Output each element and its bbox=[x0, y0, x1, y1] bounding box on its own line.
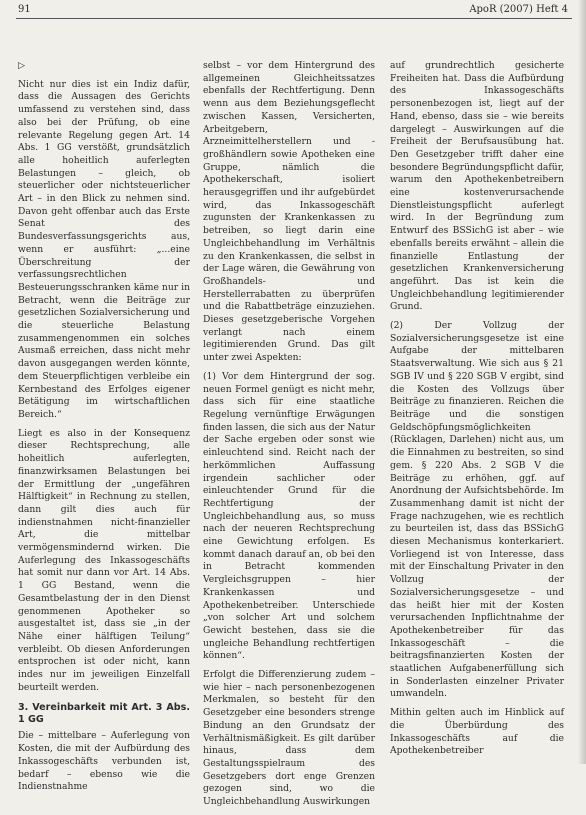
section-heading: 3. Vereinbarkeit mit Art. 3 Abs. 1 GG bbox=[18, 702, 190, 726]
text-column-3 bbox=[390, 60, 564, 764]
paragraph: Die – mittelbare – Auferlegung von Kosten, die mit der Aufbürdung des Inkassogeschäfts verbunden ist, bedarf – ebenso wie die Indienstnahme bbox=[18, 730, 190, 793]
paragraph: (1) Vor dem Hintergrund der sog. neuen Formel genügt es nicht mehr, dass sich für eine staatliche Regelung vernünftige Erwägungen finden lassen, die sich aus der Natur der Sache ergeben oder sonst wie einleuchtend sind. Reicht nach der herkömmlichen Auffassung irgendein sachlicher oder einleuchtender Grund für die Rechtfertigung der Ungleichbehandlung aus, so muss nach der neueren Rechtsprechung eine Gewichtung erfolgen. Es kommt danach darauf an, ob bei den in Betracht kommenden Vergleichsgruppen – hier Krankenkassen und Apothekenbetreiber. Unterschiede „von solcher Art und solchem Gewicht bestehen, dass sie die ungleiche Behandlung rechtfertigen können“. bbox=[203, 370, 375, 662]
running-head: ApoR (2007) Heft 4 bbox=[469, 4, 568, 15]
text-column-2 bbox=[203, 60, 375, 815]
paragraph: auf grundrechtlich gesicherte Freiheiten hat. Dass die Aufbürdung des Inkassogeschäfts personenbezogen ist, liegt auf der Hand, ebenso, dass sie – wie bereits dargelegt – Auswirkungen auf die Freiheit der Berufsausübung hat. Den Gesetzgeber trifft daher eine besondere Begründungspflicht dafür, warum den Apothekenbetreibern eine kostenverursachende Dienstleistungspflicht auferlegt wird. In der Begründung zum Entwurf des BSSichG ist aber – wie ebenfalls bereits erwähnt – allein die finanzielle Entlastung der gesetzlichen Krankenversicherung angeführt. Das ist kein die Ungleichbehandlung legitimierender Grund. bbox=[390, 60, 564, 313]
text-column-1 bbox=[18, 60, 190, 800]
paragraph: Nicht nur dies ist ein Indiz dafür, dass die Aussagen des Gerichts umfassend zu verstehen sind, dass also bei der Prüfung, ob eine relevante Regelung gegen Art. 14 Abs. 1 GG verstößt, grundsätzlich alle hoheitlich auferlegten Belastungen – gleich, ob steuerlicher oder nichtsteuerlicher Art – in den Blick zu nehmen sind. Davon geht offenbar auch das Erste Senat des Bundesverfassungsgerichts aus, wenn er ausführt: „...eine Überschreitung der verfassungsrechtlichen Besteuerungsschranken käme nur in Betracht, wenn die Beiträge zur gesetzlichen Sozialversicherung und die steuerliche Belastung zusammengenommen ein solches Ausmaß erreichen, dass nicht mehr davon ausgegangen werden könnte, dem Steuerpflichtigen verbleibe ein Kernbestand des Erfolges eigener Betätigung im wirtschaftlichen Bereich.“ bbox=[18, 78, 190, 420]
header-rule bbox=[16, 18, 572, 19]
continuation-marker: ▷ bbox=[18, 60, 26, 71]
page-edge-shadow bbox=[578, 0, 586, 764]
page-number: 91 bbox=[18, 4, 31, 15]
paragraph: Erfolgt die Differenzierung zudem – wie hier – nach personenbezogenen Merkmalen, so besteht für den Gesetzgeber eine besonders strenge Bindung an den Grundsatz der Verhältnismäßigkeit. Es gilt darüber hinaus, dass dem Gestaltungsspielraum des Gesetzgebers dort enge Grenzen gezogen sind, wo die Ungleichbehandlung Auswirkungen bbox=[203, 669, 375, 808]
paragraph: (2) Der Vollzug der Sozialversicherungsgesetze ist eine Aufgabe der mittelbaren Staatsverwaltung. Wie sich aus § 21 SGB IV und § 220 SGB V ergibt, sind die Kosten des Vollzugs über Beiträge zu finanzieren. Reichen die Beiträge und die sonstigen Geldschöpfungsmöglichkeiten (Rücklagen, Darlehen) nicht aus, um die Einnahmen zu bestreiten, so sind gem. § 220 Abs. 2 SGB V die Beiträge zu erhöhen, ggf. auf Anordnung der Aufsichtsbehörde. Im Zusammenhang damit ist nicht der Frage nachzugehen, wie es rechtlich zu beurteilen ist, dass das BSSichG diesen Mechanismus konterkariert. Vorliegend ist von Interesse, dass mit der Einschaltung Privater in den Vollzug der Sozialversicherungsgesetze – und das heißt hier mit der Kosten verursachenden Inpflichtnahme der Apothekenbetreiber für das Inkassogeschäft – die beitragsfinanzierten Kosten der staatlichen Aufgabenerfüllung sich in Sonderlasten einzelner Privater umwandeln. bbox=[390, 320, 564, 700]
paragraph: selbst – vor dem Hintergrund des allgemeinen Gleichheitssatzes ebenfalls der Rechtfertigung. Denn wenn aus dem Beziehungsgeflecht zwischen Kassen, Versicherten, Arbeitgebern, Arzneimittelherstellern und -großhändlern sowie Apotheken eine Gruppe, nämlich die Apothekerschaft, isoliert herausgegriffen und ihr aufgebürdet wird, das Inkassogeschäft zugunsten der Krankenkassen zu betreiben, so liegt darin eine Ungleichbehandlung im Verhältnis zu den Krankenkassen, die selbst in der Lage wären, die Gewährung von Großhandels- und Herstellerrabatten zu überprüfen und die Rabattbeträge einzuziehen. Dieses gesetzgeberische Vorgehen verlangt nach einem legitimierenden Grund. Das gilt unter zwei Aspekten: bbox=[203, 60, 375, 364]
paragraph: Mithin gelten auch im Hinblick auf die Überbürdung des Inkassogeschäfts auf die Apothekenbetreiber bbox=[390, 707, 564, 757]
paragraph: Liegt es also in der Konsequenz dieser Rechtsprechung, alle hoheitlich auferlegten, finanzwirksamen Belastungen bei der Ermittlung der „ungefähren Hälftigkeit“ in Rechnung zu stellen, dann gilt dies auch für indienstnahmen nicht-finanzieller Art, die mittelbar vermögensmindernd wirken. Die Auferlegung des Inkassogeschäfts hat somit nur dann vor Art. 14 Abs. 1 GG Bestand, wenn die Gesamtbelastung der in den Dienst genommenen Apotheker so ausgestaltet ist, dass sie „in der Nähe einer hälftigen Teilung“ verbleibt. Ob diesen Anforderungen entsprochen ist oder nicht, kann indes nur im jeweiligen Einzelfall beurteilt werden. bbox=[18, 427, 190, 693]
